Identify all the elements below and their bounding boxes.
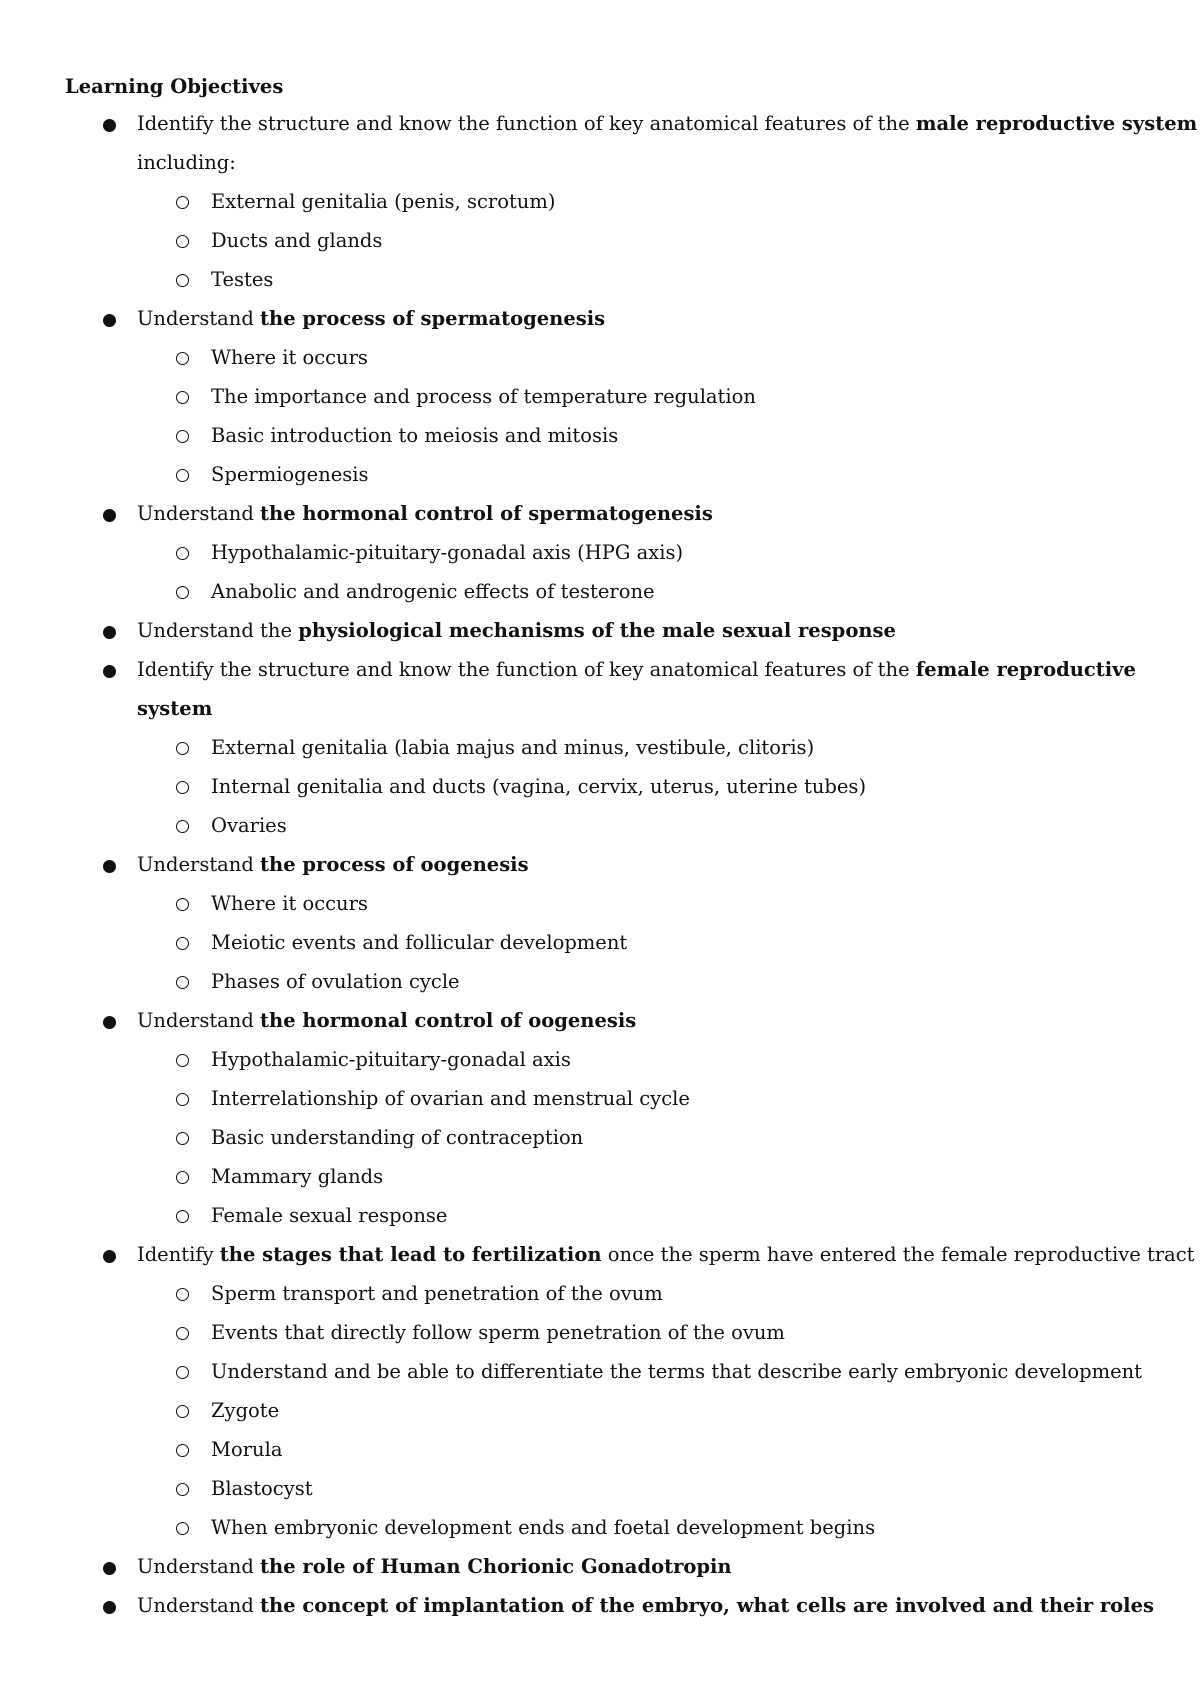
- hollow-bullet-icon: [176, 274, 189, 287]
- objective-text: [211, 345, 368, 371]
- bold-text-segment: system: [137, 697, 213, 720]
- bold-text-segment: the concept of implantation of the embryo, what cells are involved and their roles: [260, 1594, 1154, 1617]
- objective-item: [0, 111, 1200, 150]
- hollow-bullet-icon: [176, 235, 189, 248]
- objective-text: [211, 540, 683, 566]
- text-segment: Identify the structure and know the function of key anatomical features of the: [137, 112, 916, 135]
- sub-objective-item: [0, 969, 1200, 1008]
- hollow-bullet-icon: [176, 898, 189, 911]
- bold-text-segment: the role of Human Chorionic Gonadotropin: [260, 1555, 732, 1578]
- filled-bullet-icon: [103, 626, 116, 639]
- filled-bullet-icon: [103, 1250, 116, 1263]
- objective-text: [211, 189, 555, 215]
- text-segment: Sperm transport and penetration of the ovum: [211, 1282, 663, 1305]
- objective-continuation: [0, 696, 1200, 735]
- bold-text-segment: male reproductive system: [915, 112, 1198, 135]
- text-segment: Female sexual response: [211, 1204, 448, 1227]
- filled-bullet-icon: [103, 860, 116, 873]
- hollow-bullet-icon: [176, 937, 189, 950]
- objective-item: [0, 852, 1200, 891]
- page-title: Learning Objectives: [65, 75, 284, 98]
- text-segment: Blastocyst: [211, 1477, 313, 1500]
- objective-text: [211, 813, 287, 839]
- sub-objective-item: [0, 813, 1200, 852]
- filled-bullet-icon: [103, 119, 116, 132]
- bold-text-segment: female reproductive: [915, 658, 1136, 681]
- objective-item: [0, 1242, 1200, 1281]
- objective-text: [211, 1320, 785, 1346]
- sub-objective-item: [0, 774, 1200, 813]
- sub-objective-item: [0, 228, 1200, 267]
- hollow-bullet-icon: [176, 742, 189, 755]
- filled-bullet-icon: [103, 665, 116, 678]
- objective-text: [211, 774, 866, 800]
- sub-objective-item: [0, 1359, 1200, 1398]
- sub-objective-item: [0, 423, 1200, 462]
- hollow-bullet-icon: [176, 196, 189, 209]
- objective-text: [211, 1437, 282, 1463]
- bold-text-segment: the process of oogenesis: [260, 853, 529, 876]
- objective-text: [137, 306, 605, 332]
- hollow-bullet-icon: [176, 820, 189, 833]
- sub-objective-item: [0, 1047, 1200, 1086]
- text-segment: Hypothalamic-pituitary-gonadal axis: [211, 1048, 571, 1071]
- objective-text: [137, 852, 529, 878]
- objective-text: [137, 618, 896, 644]
- hollow-bullet-icon: [176, 469, 189, 482]
- text-segment: When embryonic development ends and foetal development begins: [211, 1516, 876, 1539]
- filled-bullet-icon: [103, 314, 116, 327]
- objective-text: [137, 1593, 1154, 1619]
- text-segment: Understand: [137, 1594, 261, 1617]
- text-segment: Phases of ovulation cycle: [211, 970, 460, 993]
- text-segment: Where it occurs: [211, 892, 368, 915]
- objective-text: [211, 267, 273, 293]
- objective-text: [211, 1125, 583, 1151]
- text-segment: Anabolic and androgenic effects of testerone: [211, 580, 655, 603]
- sub-objective-item: [0, 1398, 1200, 1437]
- hollow-bullet-icon: [176, 1054, 189, 1067]
- sub-objective-item: [0, 1320, 1200, 1359]
- objective-item: [0, 1593, 1200, 1632]
- filled-bullet-icon: [103, 1016, 116, 1029]
- objective-text: [211, 462, 369, 488]
- bold-text-segment: the process of spermatogenesis: [260, 307, 606, 330]
- text-segment: Basic understanding of contraception: [211, 1126, 584, 1149]
- filled-bullet-icon: [103, 1562, 116, 1575]
- objective-text: [137, 1008, 636, 1034]
- text-segment: Identify: [137, 1243, 220, 1266]
- hollow-bullet-icon: [176, 547, 189, 560]
- sub-objective-item: [0, 579, 1200, 618]
- text-segment: Meiotic events and follicular development: [211, 931, 628, 954]
- objective-text: [211, 1203, 447, 1229]
- sub-objective-item: [0, 1203, 1200, 1242]
- objective-text: [211, 1086, 690, 1112]
- bold-text-segment: the hormonal control of oogenesis: [260, 1009, 637, 1032]
- objective-text: [211, 1476, 313, 1502]
- hollow-bullet-icon: [176, 1288, 189, 1301]
- text-segment: Internal genitalia and ducts (vagina, cervix, uterus, uterine tubes): [211, 775, 867, 798]
- objective-item: [0, 657, 1200, 696]
- objective-item: [0, 1008, 1200, 1047]
- objective-item: [0, 1554, 1200, 1593]
- objective-text: [137, 501, 713, 527]
- text-segment: Basic introduction to meiosis and mitosis: [211, 424, 619, 447]
- objective-text: [137, 657, 1136, 683]
- hollow-bullet-icon: [176, 1093, 189, 1106]
- text-segment: Understand: [137, 1009, 261, 1032]
- sub-objective-item: [0, 462, 1200, 501]
- bold-text-segment: the stages that lead to fertilization: [219, 1243, 602, 1266]
- sub-objective-item: [0, 1437, 1200, 1476]
- hollow-bullet-icon: [176, 781, 189, 794]
- text-segment: Zygote: [211, 1399, 280, 1422]
- objective-text: [211, 423, 618, 449]
- sub-objective-item: [0, 384, 1200, 423]
- sub-objective-item: [0, 1125, 1200, 1164]
- text-segment: Hypothalamic-pituitary-gonadal axis (HPG axis): [211, 541, 684, 564]
- text-segment: including:: [137, 151, 236, 174]
- hollow-bullet-icon: [176, 430, 189, 443]
- hollow-bullet-icon: [176, 1444, 189, 1457]
- text-segment: Events that directly follow sperm penetration of the ovum: [211, 1321, 785, 1344]
- sub-objective-item: [0, 1164, 1200, 1203]
- text-segment: Interrelationship of ovarian and menstrual cycle: [211, 1087, 690, 1110]
- hollow-bullet-icon: [176, 1132, 189, 1145]
- text-segment: Understand and be able to differentiate the terms that describe early embryonic development: [211, 1360, 1143, 1383]
- sub-objective-item: [0, 735, 1200, 774]
- text-segment: Testes: [211, 268, 274, 291]
- objective-text: [211, 1398, 279, 1424]
- sub-objective-item: [0, 1515, 1200, 1554]
- objective-text: [211, 1047, 571, 1073]
- sub-objective-item: [0, 189, 1200, 228]
- objective-text: [137, 1242, 1195, 1268]
- text-segment: External genitalia (labia majus and minus, vestibule, clitoris): [211, 736, 815, 759]
- sub-objective-item: [0, 267, 1200, 306]
- sub-objective-item: [0, 540, 1200, 579]
- objective-text: [211, 1515, 875, 1541]
- text-segment: The importance and process of temperature regulation: [211, 385, 756, 408]
- hollow-bullet-icon: [176, 1522, 189, 1535]
- hollow-bullet-icon: [176, 1483, 189, 1496]
- sub-objective-item: [0, 891, 1200, 930]
- objective-text: [211, 735, 814, 761]
- bold-text-segment: physiological mechanisms of the male sexual response: [298, 619, 896, 642]
- objective-text: [211, 1281, 663, 1307]
- sub-objective-item: [0, 930, 1200, 969]
- objective-text: [137, 696, 212, 722]
- hollow-bullet-icon: [176, 976, 189, 989]
- text-segment: Understand: [137, 853, 261, 876]
- hollow-bullet-icon: [176, 1405, 189, 1418]
- text-segment: Mammary glands: [211, 1165, 384, 1188]
- hollow-bullet-icon: [176, 1171, 189, 1184]
- text-segment: Morula: [211, 1438, 283, 1461]
- objective-text: [211, 579, 655, 605]
- objective-continuation: [0, 150, 1200, 189]
- text-segment: Ovaries: [211, 814, 287, 837]
- text-segment: Understand: [137, 502, 261, 525]
- objective-text: [211, 1359, 1142, 1385]
- objective-text: [137, 111, 1197, 137]
- sub-objective-item: [0, 1476, 1200, 1515]
- hollow-bullet-icon: [176, 1210, 189, 1223]
- sub-objective-item: [0, 1281, 1200, 1320]
- objective-text: [211, 384, 756, 410]
- text-segment: Understand: [137, 1555, 261, 1578]
- hollow-bullet-icon: [176, 1366, 189, 1379]
- objective-text: [137, 150, 236, 176]
- text-segment: Spermiogenesis: [211, 463, 369, 486]
- text-segment: Understand the: [137, 619, 299, 642]
- sub-objective-item: [0, 345, 1200, 384]
- objective-text: [211, 891, 368, 917]
- text-segment: Identify the structure and know the function of key anatomical features of the: [137, 658, 916, 681]
- objective-text: [211, 228, 382, 254]
- text-segment: Understand: [137, 307, 261, 330]
- objective-item: [0, 618, 1200, 657]
- hollow-bullet-icon: [176, 586, 189, 599]
- bold-text-segment: the hormonal control of spermatogenesis: [260, 502, 713, 525]
- objective-item: [0, 306, 1200, 345]
- text-segment: once the sperm have entered the female reproductive tract: [601, 1243, 1195, 1266]
- text-segment: Ducts and glands: [211, 229, 383, 252]
- text-segment: External genitalia (penis, scrotum): [211, 190, 556, 213]
- objective-text: [211, 930, 627, 956]
- hollow-bullet-icon: [176, 391, 189, 404]
- text-segment: Where it occurs: [211, 346, 368, 369]
- hollow-bullet-icon: [176, 1327, 189, 1340]
- objective-item: [0, 501, 1200, 540]
- objective-text: [211, 969, 460, 995]
- filled-bullet-icon: [103, 1601, 116, 1614]
- hollow-bullet-icon: [176, 352, 189, 365]
- objective-text: [137, 1554, 732, 1580]
- sub-objective-item: [0, 1086, 1200, 1125]
- filled-bullet-icon: [103, 509, 116, 522]
- objective-text: [211, 1164, 383, 1190]
- learning-objectives-list: [0, 111, 1200, 1632]
